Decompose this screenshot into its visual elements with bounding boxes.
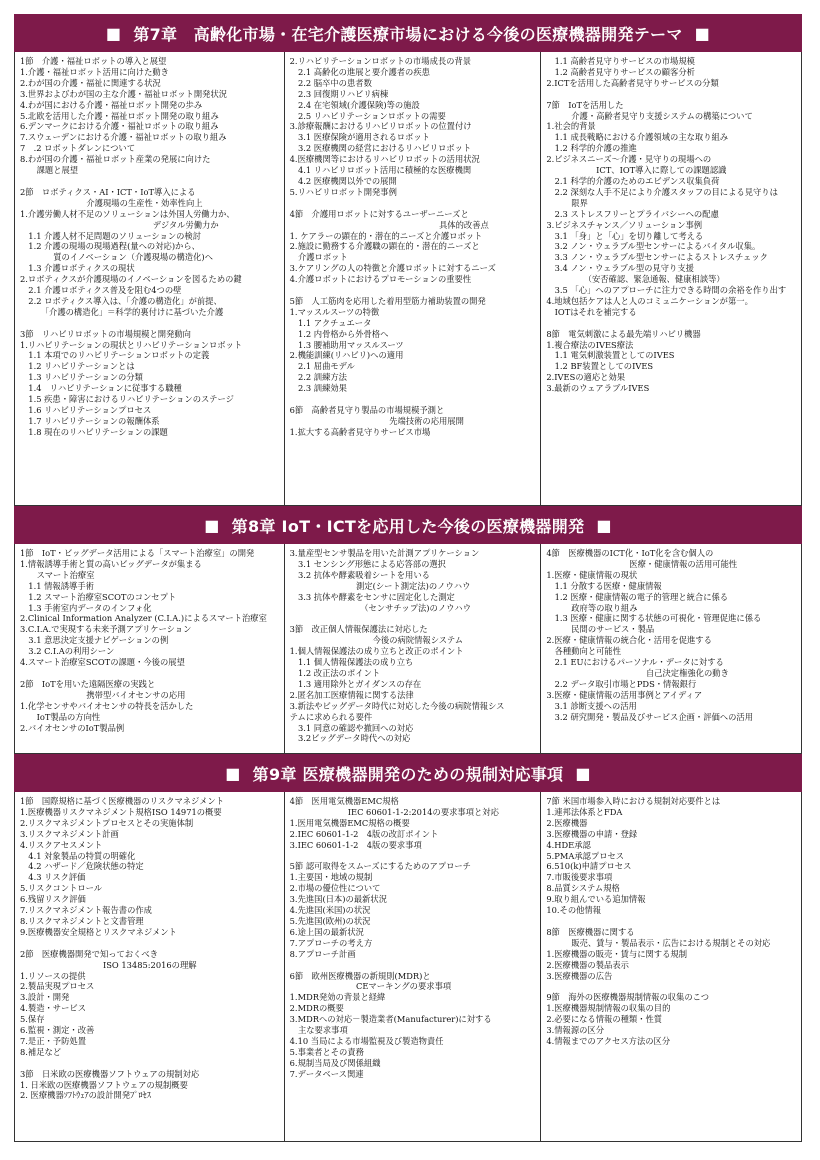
toc-line: 2.必要になる情報の種類・性質 — [546, 1014, 663, 1025]
toc-line: 2.バイオセンサのIoT製品例 — [20, 722, 125, 733]
toc-line: 3.C.I.A.で実現する未来予測アプリケーション — [20, 624, 192, 635]
toc-line: 2.Clinical Information Analyzer (C.I.A.)によるスマート治療室 — [20, 613, 267, 624]
toc-line: 1.1 アクチュエータ — [289, 317, 372, 328]
toc-line: 今後の病院情報システム — [289, 635, 464, 646]
toc-line: 2.5 リハビリテーションロボットの需要 — [289, 110, 446, 121]
toc-line: 1節 介護・福祉ロボットの導入と展望 — [20, 56, 167, 66]
toc-line: 6.デンマークにおける介護・福祉ロボットの取り組み — [20, 121, 219, 132]
toc-line: 3.IEC 60601-1-2 4版の要求事項 — [289, 839, 422, 850]
toc-line: 4.わが国における介護・福祉ロボット開発の歩み — [20, 99, 203, 110]
toc-line: IoT製品の方向性 — [20, 711, 101, 722]
toc-line: 1.化学センサやバイオセンサの特長を活かした — [20, 700, 194, 711]
toc-line: 1.2 高齢者見守りサービスの顧客分析 — [546, 66, 695, 77]
toc-line: 5.北欧を活用した介護・福祉ロボット開発の取り組み — [20, 110, 219, 121]
toc-line: 2節 ロボティクス・AI・ICT・IoT導入による — [20, 186, 196, 197]
toc-line: 2.市場の優位性について — [289, 883, 381, 894]
toc-line: 2.2 データ取引市場とPDS・情報銀行 — [546, 678, 697, 689]
toc-line: 2.3 回復期リハビリ病棟 — [289, 88, 389, 99]
toc-line: 先端技術の応用展開 — [289, 415, 464, 426]
toc-line: 4.製造・サービス — [20, 1003, 86, 1014]
toc-line: 医療・健康情報の活用可能性 — [546, 558, 738, 569]
toc-line — [290, 613, 537, 624]
toc-line: 4.医療機関等におけるリハビリロボットの活用状況 — [289, 154, 480, 165]
toc-line: 3.1 診断支援への活用 — [546, 700, 637, 711]
toc-line: 1節 国際規格に基づく医療機器のリスクマネジメント — [20, 796, 224, 806]
toc-line: 1.1 電気刺激装置としてのIVES — [546, 350, 675, 361]
toc-line — [546, 318, 797, 329]
toc-line: 3.医療機器の申請・登録 — [546, 828, 638, 839]
toc-line: 3.1 センシング形態による応答部の選択 — [289, 558, 446, 569]
toc-line: 4.1 対象製品の特質の明確化 — [20, 850, 136, 861]
toc-line: ICT、IOT導入に際しての課題認識 — [546, 165, 727, 176]
square-bullet-icon: ■ — [105, 23, 122, 43]
toc-line: 2.ICTを活用した高齢者見守りサービスの分類 — [546, 77, 719, 88]
toc-line: 2節 医療機器開発で知っておくべき — [20, 948, 159, 959]
toc-line: 2節 IoTを用いた遠隔医療の実践と — [20, 678, 156, 689]
toc-line: 6.510(k)申請プロセス — [546, 861, 632, 872]
toc-line: 1.医療機器の販売・賃与に関する規制 — [546, 948, 687, 959]
toc-line: 2.2 ロボティクス導入は、「介護の構造化」が前提、 — [20, 295, 222, 306]
toc-line: テムに求められる要件 — [289, 711, 373, 722]
toc-line: 4.介護ロボットにおけるプロモーションの重要性 — [289, 274, 472, 285]
toc-line: 1.1 分散する医療・健康情報 — [546, 580, 662, 591]
toc-line: （安否確認、緊急通報、健康相談等） — [546, 274, 725, 285]
toc-line: 5.リハビリロボット開発事例 — [289, 186, 397, 197]
toc-line: 2.1 介護ロボティクス普及を阻む4つの壁 — [20, 285, 182, 296]
square-bullet-icon: ■ — [225, 763, 241, 783]
toc-line: 3.MDRへの対応－製造業者(Manufacturer)に対する — [289, 1014, 492, 1025]
toc-line: 1.5 疾患・障害におけるリハビリテーションのステージ — [20, 394, 234, 405]
toc-line: 2.1 EUにおけるパーソナル・データに対する — [546, 657, 724, 668]
toc-line: （センサチップ法)のノウハウ — [289, 602, 472, 613]
toc-line: 3.5 「心」へのアプローチに注力できる時間の余裕を作り出す — [546, 285, 787, 296]
toc-line: 9.医療機器安全規格とリスクマネジメント — [20, 926, 177, 937]
toc-line: 1.3 リハビリテーションの分類 — [20, 372, 143, 383]
toc-line: 1.3 適用除外とガイダンスの存在 — [289, 678, 422, 689]
toc-line: 3.先進国(日本)の最新状況 — [289, 894, 388, 905]
toc-line: 1.MDR発効の背景と経緯 — [289, 992, 386, 1003]
toc-line: 2.リハビリテーションロボットの市場成長の背景 — [289, 56, 472, 66]
toc-line: 1.社会的背景 — [546, 121, 596, 132]
toc-line: 4節 医療機器のICT化・IoT化を含む個人の — [546, 548, 714, 558]
toc-line: 3.世界およびわが国の主な介護・福祉ロボット開発状況 — [20, 88, 228, 99]
toc-line: 7.市販後要求事項 — [546, 872, 613, 883]
toc-line: 2.1 科学的介護のためのエビデンス収集負荷 — [546, 175, 720, 186]
toc-line: 2.4 在宅領域(介護保険)等の施設 — [289, 99, 420, 110]
toc-line: 5.保存 — [20, 1014, 45, 1025]
toc-line: 7.是正・予防処置 — [20, 1035, 86, 1046]
toc-line — [290, 394, 537, 405]
toc-line: 1.6 リハビリテーションプロセス — [20, 405, 152, 415]
toc-line: 1.3 腰補助用マッスルスーツ — [289, 339, 404, 350]
chapter9-header — [14, 754, 802, 792]
chapter7-table — [14, 52, 802, 506]
toc-line: 3節 リハビリロボットの市場規模と開発動向 — [20, 328, 191, 339]
toc-line: 2.MDRの概要 — [289, 1003, 344, 1014]
toc-line: 8.わが国の介護・福祉ロボット産業の発展に向けた — [20, 154, 211, 165]
toc-line: 8.リスクマネジメントと文書管理 — [20, 915, 144, 926]
toc-line: 課題と展望 — [20, 165, 79, 176]
toc-line: 5.PMA承認プロセス — [546, 850, 625, 861]
toc-line: 「介護の構造化」＝科学的裏付けに基づいた介護 — [20, 306, 224, 317]
toc-line: 4.情報までのアクセス方法の区分 — [546, 1035, 671, 1046]
toc-line: 1.介護・福祉ロボット活用に向けた動き — [20, 66, 169, 77]
toc-line: 6.残留リスク評価 — [20, 894, 86, 905]
toc-line: 3.3 抗体や酵素をセンサに固定化した測定 — [289, 591, 455, 602]
toc-line: 4.1 リハビリロボット活用に積極的な医療機関 — [289, 165, 472, 176]
toc-line: 自己決定権強化の動き — [546, 667, 729, 678]
toc-line: 3.2 医療機関の経営におけるリハビリロボット — [289, 143, 472, 154]
toc-line: 3.量産型センサ製品を用いた計測アプリケーション — [289, 548, 480, 558]
toc-line: 3.リスクマネジメント計画 — [20, 828, 119, 839]
toc-line: 3.2 抗体や酵素吸着シートを用いる — [289, 569, 430, 580]
toc-line: 3.医療機器の広告 — [546, 970, 613, 981]
toc-line: 10.その他情報 — [546, 905, 602, 916]
toc-line: 3.最新のウェアラブルIVES — [546, 383, 650, 394]
toc-line — [290, 960, 537, 971]
toc-line: 8.品質システム規格 — [546, 883, 620, 894]
toc-line: 1.2 科学的介護の推進 — [546, 143, 637, 154]
toc-line: 1.医用電気機器EMC規格の概要 — [289, 817, 410, 828]
toc-line: 各種動向と可能性 — [546, 646, 622, 657]
toc-line: 2.2 脳卒中の患者数 — [289, 77, 372, 88]
toc-line — [290, 851, 537, 862]
toc-line: 1.医療機器リスクマネジメント規格ISO 14971の概要 — [20, 806, 222, 817]
toc-line: 3.2 ノン・ウェラブル型センサーによるバイタル収集。 — [546, 241, 761, 252]
toc-line: 7節 米国市場参入時における規制対応要件とは — [546, 796, 721, 806]
toc-line — [546, 981, 797, 992]
toc-line: 7.スウェーデンにおける介護・福祉ロボットの取り組み — [20, 132, 227, 143]
toc-line: 1.2 BF装置としてのIVES — [546, 361, 654, 372]
toc-line: 1. 日米欧の医療機器ソフトウェアの規制概要 — [20, 1079, 188, 1090]
toc-line: 4節 介護用ロボットに対するユーザーニーズと — [289, 208, 469, 219]
toc-line — [290, 198, 537, 209]
toc-line: 5節 認可取得をスムーズにするためのアプローチ — [289, 861, 471, 872]
toc-line: 3.1 医療保険が適用されるロボット — [289, 132, 430, 143]
square-bullet-icon: ■ — [596, 515, 612, 535]
toc-line: 1.1 介護人材不足問題のソリューションの検討 — [20, 230, 202, 241]
toc-line: 介護ロボット — [289, 252, 348, 263]
toc-line: 8.補足など — [20, 1046, 62, 1057]
toc-line: 1.8 現在のリハビリテーションの課題 — [20, 426, 168, 437]
chapter8-column-2 — [285, 544, 542, 753]
toc-line: 1.2 スマート治療室SCOTのコンセプト — [20, 591, 177, 602]
toc-line: 民間のサービス・製品 — [546, 624, 655, 635]
toc-line: CEマーキングの要求事項 — [289, 981, 452, 992]
toc-line: 2.2 訓練方法 — [289, 372, 347, 383]
chapter8-header — [14, 506, 802, 544]
toc-line: 1.2 介護の現場の現場過程(量への対応)から、 — [20, 241, 200, 252]
toc-line: 5節 人工筋肉を応用した着用型筋力補助装置の開発 — [289, 295, 486, 306]
toc-line: 7 .2 ロボットダレンについて — [20, 143, 136, 154]
toc-line: 1.2 内骨格から外骨格へ — [289, 328, 389, 339]
toc-line: 限界 — [546, 197, 588, 208]
toc-line: 7.データベース関連 — [289, 1068, 364, 1079]
toc-line: 1.医療機器規制情報の収集の目的 — [546, 1003, 671, 1014]
toc-line: 7.リスクマネジメント報告書の作成 — [20, 905, 152, 916]
toc-line: 3.ケアリングの人の特徴と介護ロボットに対するニーズ — [289, 263, 496, 274]
toc-line: 1.2 改正法のポイント — [289, 667, 381, 678]
toc-line: 1.4 リハビリテーションに従事する職種 — [20, 383, 182, 394]
toc-line: 1.2 リハビリテーションとは — [20, 361, 135, 372]
toc-line: 8.アプローチ計画 — [289, 948, 356, 959]
toc-line: 1. ケアラーの顕在的・潜在的ニーズと介護ロボット — [289, 230, 483, 241]
toc-line: 4.HDE承認 — [546, 839, 591, 850]
toc-line: IEC 60601-1-2:2014の要求事項と対応 — [289, 806, 499, 817]
toc-line: 3.医療・健康情報の活用事例とアイディア — [546, 689, 703, 700]
toc-line: 3.2 C.I.Aの利用シーン — [20, 646, 115, 657]
toc-line: 6.監視・測定・改善 — [20, 1025, 95, 1036]
toc-line: 1.2 医療・健康情報の電子的管理と統合に係る — [546, 591, 729, 602]
toc-line: 具体的改善点 — [289, 219, 489, 230]
toc-line: 2.ビジネスニーズ～介護・見守りの現場への — [546, 154, 712, 165]
toc-line — [546, 916, 797, 927]
toc-line: 8節 電気刺激による最先端リハビリ機器 — [546, 328, 701, 339]
toc-line: 2.匿名加工医療情報に関する法律 — [289, 689, 414, 700]
toc-line: 1.複合療法のIVES療法 — [546, 339, 634, 350]
toc-line: 販売、賃与・製品表示・広告における規制とその対応 — [546, 937, 771, 948]
brochure-page — [14, 14, 802, 1156]
toc-line: 1.拡大する高齢者見守りサービス市場 — [289, 426, 431, 437]
toc-line: 3.新法やビッグデータ時代に対応した今後の病院情報シス — [289, 700, 505, 711]
chapter7-column-2 — [285, 52, 542, 505]
toc-line: 1.医療・健康情報の現状 — [546, 569, 638, 580]
toc-line: 2.機能訓練(リハビリ)への適用 — [289, 350, 404, 361]
toc-line: 1.連邦法体系とFDA — [546, 806, 623, 817]
toc-line — [20, 176, 280, 187]
square-bullet-icon: ■ — [204, 515, 220, 535]
toc-line: 1節 IoT・ビッグデータ活用による「スマート治療室」の開発 — [20, 548, 255, 558]
chapter8-title: 第8章 IoT・ICTを応用した今後の医療機器開発 — [231, 516, 585, 536]
toc-line: 2.3 訓練効果 — [289, 383, 347, 394]
toc-line: 3.3 ノン・ウェラブル型センサーによるストレスチェック — [546, 252, 768, 263]
toc-line: 5.事業者とその責務 — [289, 1046, 364, 1057]
toc-line: 2.2 深刻な人手不足により介護スタッフの目による見守りは — [546, 186, 778, 197]
toc-line: 1.主要国・地域の規制 — [289, 872, 373, 883]
toc-line: 1.3 手術室内データのインフォ化 — [20, 602, 152, 613]
chapter8-table — [14, 544, 802, 754]
toc-line: 9.取り組んでいる追加情報 — [546, 894, 646, 905]
toc-line: 1.3 介護ロボティクスの現状 — [20, 263, 135, 274]
toc-line: 1.1 個人情報保護法の成り立ち — [289, 657, 414, 668]
toc-line: 4.地域包括ケアは人と人のコミュニケーションが第一。 — [546, 295, 753, 306]
toc-line: 5.先進国(欧州)の状況 — [289, 915, 371, 926]
toc-line: 主な要求事項 — [289, 1025, 348, 1036]
toc-line: 3.2 研究開発・製品及びサービス企画・評価への活用 — [546, 711, 753, 722]
toc-line: 3.情報源の区分 — [546, 1025, 605, 1036]
square-bullet-icon: ■ — [575, 763, 591, 783]
toc-line: 2.リスクマネジメントプロセスとその実施体制 — [20, 817, 194, 828]
chapter9-column-1 — [15, 792, 285, 1141]
toc-line: 4.先進国(米国)の状況 — [289, 905, 371, 916]
toc-line: 6.規制当局及び関係組織 — [289, 1057, 381, 1068]
toc-line: 2.施設に勤務する介護職の顕在的・潜在的ニーズと — [289, 241, 480, 252]
chapter7-header — [14, 14, 802, 52]
chapter7-title: 第7章 高齢化市場・在宅介護医療市場における今後の医療機器開発テーマ — [133, 24, 683, 44]
toc-line: 2.製品実現プロセス — [20, 981, 95, 992]
toc-line: 2.医療機器 — [546, 817, 588, 828]
toc-line: ISO 13485:2016の理解 — [20, 959, 197, 970]
toc-line: 1.1 情報誘導手術 — [20, 580, 94, 591]
toc-line: 政府等の取り組み — [546, 602, 638, 613]
toc-line: 1.情報誘導手術と質の高いビッグデータが集まる — [20, 558, 202, 569]
toc-line: 4.スマート治療室SCOTの課題・今後の展望 — [20, 657, 185, 668]
toc-line: 8節 医療機器に関する — [546, 926, 635, 937]
toc-line: 質のイノベーション（介護現場の構造化)へ — [20, 252, 213, 263]
toc-line: 介護現場の生産性・効率性向上 — [20, 197, 203, 208]
toc-line — [546, 89, 797, 100]
toc-line: 6節 高齢者見守り製品の市場規模予測と — [289, 405, 445, 415]
toc-line: 3.2ビッグデータ時代への対応 — [289, 733, 411, 744]
square-bullet-icon: ■ — [694, 23, 711, 43]
chapter7-column-3 — [541, 52, 802, 505]
toc-line: 4節 医用電気機器EMC規格 — [289, 796, 399, 806]
chapter9-table — [14, 792, 802, 1142]
toc-line: 7節 IoTを活用した — [546, 99, 624, 110]
toc-line: 2.わが国の介護・福祉に関連する状況 — [20, 77, 161, 88]
toc-line: スマート治療室 — [20, 569, 95, 580]
toc-line: 2.IVESの適応と効果 — [546, 372, 626, 383]
toc-line: 4.2 ハザード／危険状態の特定 — [20, 861, 144, 872]
chapter8-column-1 — [15, 544, 285, 753]
toc-line: 3.設計・開発 — [20, 992, 70, 1003]
toc-line: 測定(シート測定法)のノウハウ — [289, 580, 471, 591]
toc-line: 2.IEC 60601-1-2 4版の改訂ポイント — [289, 828, 439, 839]
toc-line: 1.マッスルスーツの特徴 — [289, 306, 380, 317]
toc-line: 1.個人情報保護法の成り立ちと改正のポイント — [289, 646, 464, 657]
toc-line: 2.3 ストレスフリーとプライバシーへの配慮 — [546, 208, 719, 219]
toc-line: 1.リソースの提供 — [20, 970, 86, 981]
toc-line: 9節 海外の医療機器規制情報の収集のこつ — [546, 992, 710, 1003]
toc-line: 介護・高齢者見守り支援システムの構築について — [546, 110, 753, 121]
toc-line: 3.1 同意の確認や撤回への対応 — [289, 722, 414, 733]
toc-line: 3.ビジネスチャンス／ソリューション事例 — [546, 219, 703, 230]
toc-line: 2.医療機器の製品表示 — [546, 959, 629, 970]
toc-line: 7.アプローチの考え方 — [289, 937, 373, 948]
toc-line: 携帯型バイオセンサの応用 — [20, 689, 186, 700]
toc-line: 3.1 「身」と「心」を切り離して考える — [546, 230, 704, 241]
toc-line: 3.診療報酬におけるリハビリロボットの位置付け — [289, 121, 472, 132]
toc-line: 3.4 ノン・ウェラブル型の見守り支援 — [546, 263, 694, 274]
toc-line: 5.リスクコントロール — [20, 883, 103, 894]
toc-line: デジタル労働力か — [20, 219, 219, 230]
toc-line: 4.2 医療機関以外での展開 — [289, 175, 397, 186]
toc-line: 2. 医療機器ｿﾌﾄｳｪｱの設計開発ﾌﾟﾛｾｽ — [20, 1090, 151, 1101]
toc-line: 2.1 高齢化の進展と要介護者の疾患 — [289, 66, 430, 77]
toc-line: 6節 欧州医療機器の新規則(MDR)と — [289, 970, 431, 981]
toc-line: 3節 日米欧の医療機器ソフトウェアの規制対応 — [20, 1068, 200, 1079]
toc-line: 4.リスクアセスメント — [20, 839, 103, 850]
toc-line — [290, 285, 537, 296]
toc-line: 1.1 高齢者見守りサービスの市場規模 — [546, 56, 695, 66]
toc-line: 4.3 リスク評価 — [20, 872, 86, 883]
toc-line: 3節 改正個人情報保護法に対応した — [289, 624, 428, 635]
chapter7-column-1 — [15, 52, 285, 505]
toc-line: 1.1 成長戦略における介護領域の主な取り組み — [546, 132, 729, 143]
toc-line: 6.途上国の最新状況 — [289, 926, 364, 937]
toc-line — [20, 318, 280, 329]
toc-line: 2.ロボティクスが介護現場のイノベーションを図るための鍵 — [20, 274, 242, 285]
toc-line — [20, 1058, 280, 1069]
toc-line — [20, 938, 280, 949]
toc-line: 1.リハビリテーションの現状とリハビリテーションロボット — [20, 339, 243, 350]
toc-line: 1.3 医療・健康に関する状態の可視化・管理促進に係る — [546, 613, 762, 624]
toc-line: 4.10 当局による市場監視及び製造物責任 — [289, 1035, 444, 1046]
chapter9-title: 第9章 医療機器開発のための規制対応事項 — [252, 764, 564, 784]
toc-line: 2.1 屈曲モデル — [289, 361, 355, 372]
chapter9-column-2 — [285, 792, 542, 1141]
toc-line: 1.介護労働人材不足のソリューションは外国人労働力か、 — [20, 208, 235, 219]
toc-line: 1.1 本項でのリハビリテーションロボットの定義 — [20, 350, 210, 361]
toc-line: 2.医療・健康情報の統合化・活用を促進する — [546, 635, 712, 646]
toc-line: 3.1 意思決定支援ナビゲーションの例 — [20, 635, 169, 646]
toc-line — [20, 668, 280, 679]
toc-line: IOTはそれを補完する — [546, 306, 637, 317]
chapter8-column-3 — [541, 544, 802, 753]
toc-line: 1.7 リハビリテーションの報酬体系 — [20, 415, 160, 426]
chapter9-column-3 — [541, 792, 802, 1141]
